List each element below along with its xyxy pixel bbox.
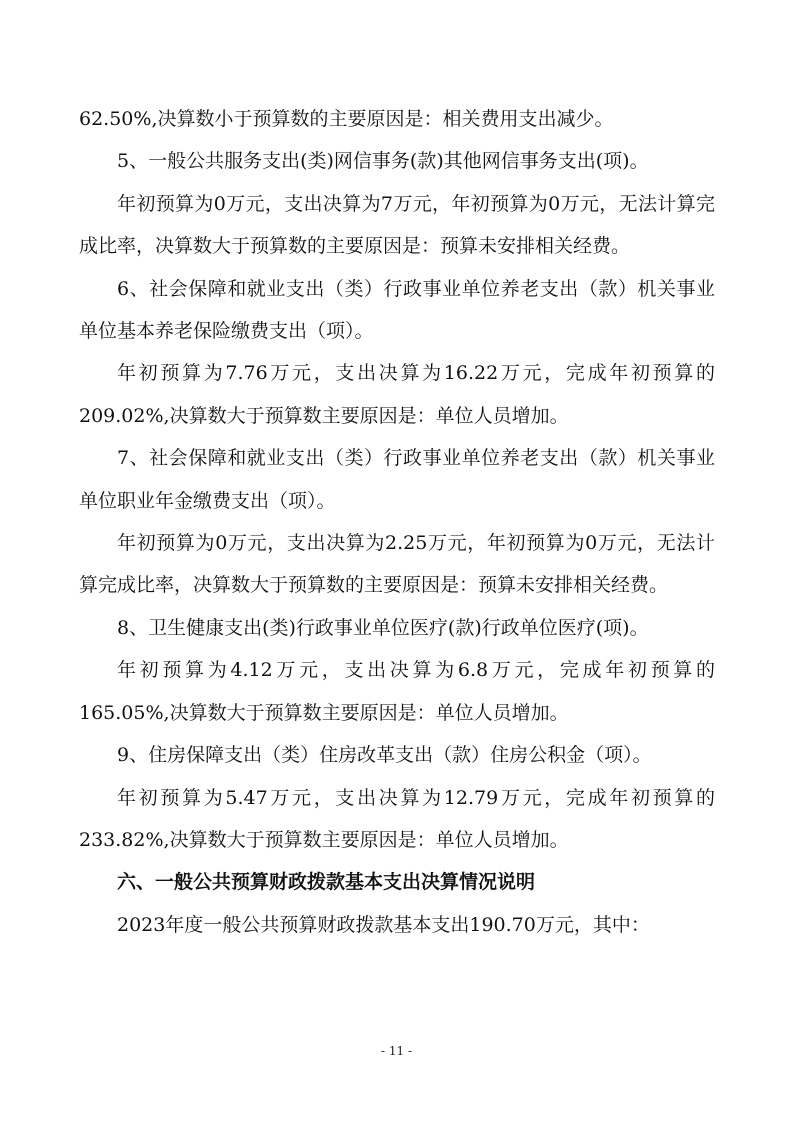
paragraph-10: 9、住房保障支出（类）住房改革支出（款）住房公积金（项）。: [117, 744, 652, 767]
paragraph-1: 62.50%,决算数小于预算数的主要原因是：相关费用支出减少。: [79, 108, 614, 130]
paragraph-4: 6、社会保障和就业支出（类）行政事业单位养老支出（款）机关事业单位基本养老保险缴费支出（项）。: [79, 277, 715, 343]
closing-paragraph: 2023年度一般公共预算财政拨款基本支出190.70万元，其中：: [117, 913, 650, 936]
section-heading: 六、一般公共预算财政拨款基本支出决算情况说明: [117, 871, 536, 894]
paragraph-3: 年初预算为0万元，支出决算为7万元，年初预算为0万元，无法计算完成比率，决算数大于预算数的主要原因是：预算未安排相关经费。: [79, 192, 715, 258]
paragraph-7: 年初预算为0万元，支出决算为2.25万元，年初预算为0万元，无法计算完成比率，决算数大于预算数的主要原因是：预算未安排相关经费。: [79, 532, 715, 597]
paragraph-6: 7、社会保障和就业支出（类）行政事业单位养老支出（款）机关事业单位职业年金缴费支出（项）。: [79, 447, 715, 512]
page-number: - 11 -: [380, 1044, 412, 1058]
paragraph-8: 8、卫生健康支出(类)行政事业单位医疗(款)行政单位医疗(项)。: [117, 616, 649, 639]
paragraph-5: 年初预算为7.76万元，支出决算为16.22万元，完成年初预算的209.02%,决算数大于预算数主要原因是：单位人员增加。: [79, 362, 715, 427]
paragraph-11: 年初预算为5.47万元，支出决算为12.79万元，完成年初预算的233.82%,决算数大于预算数主要原因是：单位人员增加。: [79, 786, 715, 851]
document-body: [79, 98, 715, 946]
paragraph-9: 年初预算为4.12万元，支出决算为6.8万元，完成年初预算的165.05%,决算数大于预算数主要原因是：单位人员增加。: [79, 659, 715, 724]
paragraph-2: 5、一般公共服务支出(类)网信事务(款)其他网信事务支出(项)。: [117, 150, 649, 173]
